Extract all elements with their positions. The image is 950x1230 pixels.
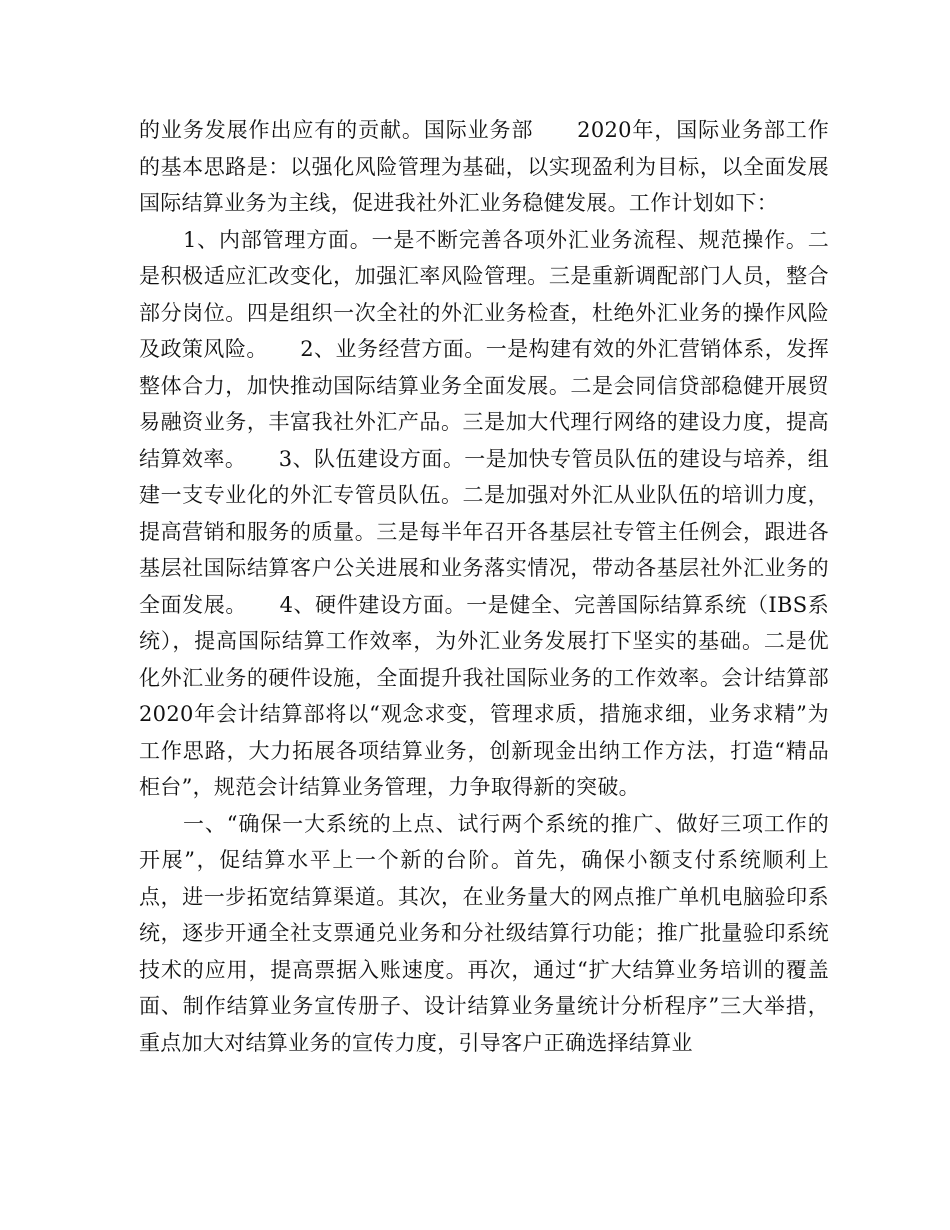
paragraph-1: 的业务发展作出应有的贡献。国际业务部 2020年，国际业务部工作的基本思路是：以强化风险管理为基础，以实现盈利为目标，以全面发展国际结算业务为主线，促进我社外汇业务稳健发展。工作计划如下： [139, 118, 829, 215]
paragraph-2: 1、内部管理方面。一是不断完善各项外汇业务流程、规范操作。二是积极适应汇改变化，加强汇率风险管理。三是重新调配部门人员，整合部分岗位。四是组织一次全社的外汇业务检查，杜绝外汇业务的操作风险及政策风险。 2、业务经营方面。一是构建有效的外汇营销体系，发挥整体合力，加快推动国际结算业务全面发展。二是会同信贷部稳健开展贸易融资业务，丰富我社外汇产品。三是加大代理行网络的建设力度，提高结算效率。 3、队伍建设方面。一是加快专管员队伍的建设与培养，组建一支专业化的外汇专管员队伍。二是加强对外汇从业队伍的培训力度，提高营销和服务的质量。三是每半年召开各基层社专管主任例会，跟进各基层社国际结算客户公关进展和业务落实情况，带动各基层社外汇业务的全面发展。 4、硬件建设方面。一是健全、完善国际结算系统（IBS系统），提高国际结算工作效率，为外汇业务发展打下坚实的基础。二是优化外汇业务的硬件设施，全面提升我社国际业务的工作效率。会计结算部 2020年会计结算部将以“观念求变，管理求质，措施求细，业务求精”为工作思路，大力拓展各项结算业务，创新现金出纳工作方法，打造“精品柜台”，规范会计结算业务管理，力争取得新的突破。 [139, 227, 872, 799]
body-text [139, 112, 872, 1061]
paragraph-3: 一、“确保一大系统的上点、试行两个系统的推广、做好三项工作的开展”，促结算水平上一个新的台阶。首先，确保小额支付系统顺利上点，进一步拓宽结算渠道。其次，在业务量大的网点推广单机电脑验印系统，逐步开通全社支票通兑业务和分社级结算行功能；推广批量验印系统技术的应用，提高票据入账速度。再次，通过“扩大结算业务培训的覆盖面、制作结算业务宣传册子、设计结算业务量统计分析程序”三大举措，重点加大对结算业务的宣传力度，引导客户正确选择结算业 [139, 811, 829, 1055]
